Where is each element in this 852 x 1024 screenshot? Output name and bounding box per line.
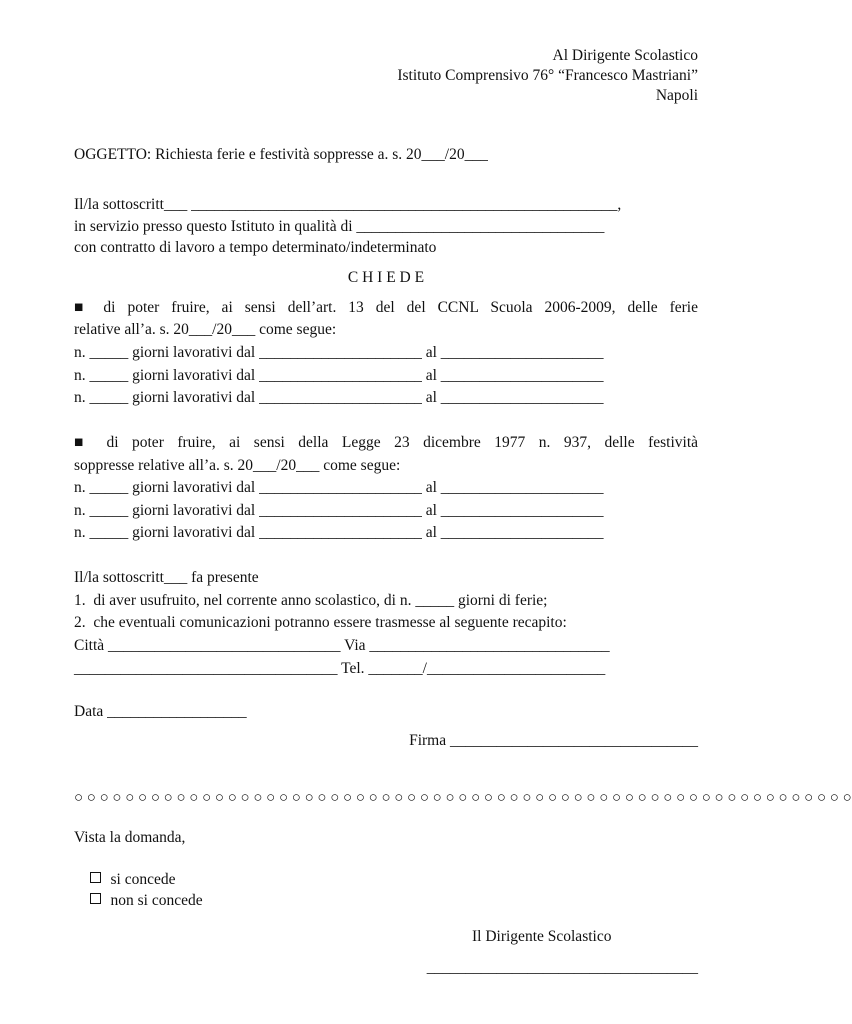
recipient-line-3: Napoli <box>655 87 698 104</box>
recipient-line-2: Istituto Comprensivo 76° “Francesco Mastriani” <box>397 67 698 84</box>
option-label: si concede <box>110 871 176 888</box>
presente-line: Il/la sottoscritt___ fa presente <box>74 569 259 586</box>
intro-line-1: Il/la sottoscritt___ _______________________________________________________, <box>74 196 622 213</box>
decision-title: Vista la domanda, <box>74 829 186 846</box>
subject-line: OGGETTO: Richiesta ferie e festività soppresse a. s. 20___/20___ <box>74 146 488 163</box>
data-field: Data __________________ <box>74 703 247 720</box>
dirigente-signature-line: ___________________________________ <box>426 959 698 976</box>
ferie-row: n. _____ giorni lavorativi dal _____________________ al _____________________ <box>74 367 604 384</box>
option-non-si-concede <box>74 871 698 931</box>
festivita-row: n. _____ giorni lavorativi dal _____________________ al _____________________ <box>74 479 604 496</box>
separator-circles: ○ ○ ○ ○ ○ ○ ○ ○ ○ ○ ○ ○ ○ ○ ○ ○ ○ ○ ○ ○ ○ ○ ○ ○ ○ ○ ○ ○ ○ ○ ○ ○ ○ ○ ○ ○ ○ ○ ○ ○ ○ ○ ○ ○ ○ ○ ○ ○ ○ ○ ○ ○ ○ ○ ○ ○ ○ ○ ○ ○ ○ <box>74 790 852 806</box>
citta-via-line: Città ______________________________ Via _______________________________ <box>74 637 610 654</box>
intro-line-3: con contratto di lavoro a tempo determinato/indeterminato <box>74 239 437 256</box>
recipient-line-1: Al Dirigente Scolastico <box>552 47 698 64</box>
checkbox-icon <box>90 893 101 904</box>
ferie-row: n. _____ giorni lavorativi dal _____________________ al _____________________ <box>74 389 604 406</box>
option-label: non si concede <box>110 892 203 909</box>
festivita-row: n. _____ giorni lavorativi dal _____________________ al _____________________ <box>74 524 604 541</box>
intro-line-2: in servizio presso questo Istituto in qualità di ________________________________ <box>74 218 605 235</box>
ferie-row: n. _____ giorni lavorativi dal _____________________ al _____________________ <box>74 344 604 361</box>
ferie-line-2: relative all’a. s. 20___/20___ come segue: <box>74 321 337 338</box>
firma-field: Firma ________________________________ <box>409 732 698 749</box>
chiede-heading: C H I E D E <box>347 269 425 286</box>
festivita-row: n. _____ giorni lavorativi dal _____________________ al _____________________ <box>74 502 604 519</box>
ferie-line-1: ■ di poter fruire, ai sensi dell’art. 13 del del CCNL Scuola 2006-2009, delle ferie <box>74 299 698 316</box>
festivita-line-2: soppresse relative all’a. s. 20___/20___ come segue: <box>74 457 401 474</box>
festivita-line-1: ■ di poter fruire, ai sensi della Legge 23 dicembre 1977 n. 937, delle festività <box>74 434 698 451</box>
presente-item-2: 2. che eventuali comunicazioni potranno essere trasmesse al seguente recapito: <box>74 614 567 631</box>
tel-line: __________________________________ Tel. _______/_______________________ <box>74 660 606 677</box>
presente-item-1: 1. di aver usufruito, nel corrente anno scolastico, di n. _____ giorni di ferie; <box>74 592 548 609</box>
dirigente-label: Il Dirigente Scolastico <box>472 928 612 945</box>
